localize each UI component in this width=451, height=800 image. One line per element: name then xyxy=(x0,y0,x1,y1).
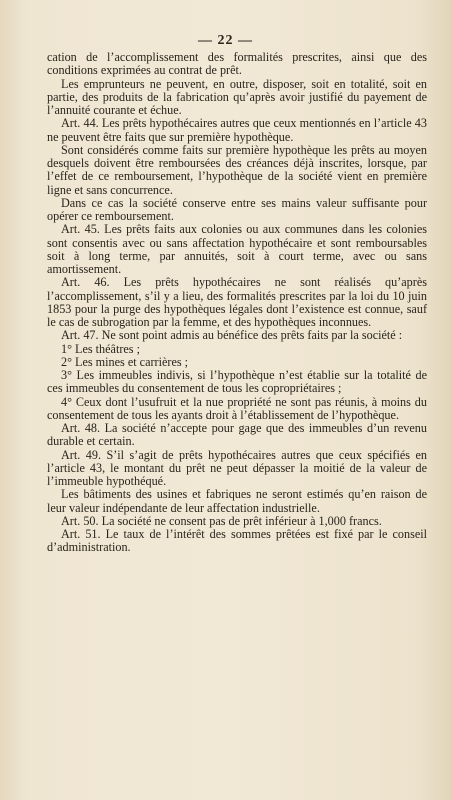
article-46: Art. 46. Les prêts hypothécaires ne sont réalisés qu’après l’accomplissement, s’il y a lieu, des formalités prescrites par la loi du 10 juin 1853 pour la purge des hypothèques légales dont l’existence est connue, sauf le cas de subrogation par la femme, et des hypothèques inconnues. xyxy=(47,275,427,329)
article-50: Art. 50. La société ne consent pas de prêt inférieur à 1,000 francs. xyxy=(61,513,382,528)
paragraph: Les bâtiments des usines et fabriques ne seront estimés qu’en raison de leur valeur indépendante de leur affectation industrielle. xyxy=(47,487,427,515)
paragraph: cation de l’accomplissement des formalités prescrites, ainsi que des conditions exprimées au contrat de prêt. xyxy=(47,50,427,78)
article-51: Art. 51. Le taux de l’intérêt des sommes prêtées est fixé par le conseil d’administration. xyxy=(47,527,427,555)
list-item: 2° Les mines et carrières ; xyxy=(61,354,189,369)
body-text xyxy=(47,51,427,555)
paragraph: Dans ce cas la société conserve entre ses mains valeur suffisante pour opérer ce remboursement. xyxy=(47,195,427,223)
article-44: Art. 44. Les prêts hypothécaires autres que ceux mentionnés en l’article 43 ne peuvent être faits que sur première hypothèque. xyxy=(47,116,427,144)
list-item: 3° Les immeubles indivis, si l’hypothèque n’est établie sur la totalité de ces immeubles du consentement de tous les copropriétaires ; xyxy=(47,368,427,396)
article-47: Art. 47. Ne sont point admis au bénéfice des prêts faits par la société : xyxy=(61,328,403,343)
list-item: 4° Ceux dont l’usufruit et la nue propriété ne sont pas réunis, à moins du consentement de tous les ayants droit à l’établissement de l’hypothèque. xyxy=(47,394,427,422)
paragraph: Sont considérés comme faits sur première hypothèque les prêts au moyen desquels doivent être remboursées des créances déjà inscrites, lorsque, par l’effet de ce remboursement, l’hypothèque de la société vient en première ligne et sans concurrence. xyxy=(47,142,427,197)
article-45: Art. 45. Les prêts faits aux colonies ou aux communes dans les colonies sont consentis avec ou sans affectation hypothécaire et sont remboursables soit à long terme, par annuités, soit à court terme, avec ou sans amortissement. xyxy=(47,222,427,276)
list-item: 1° Les théâtres ; xyxy=(61,341,140,356)
article-48: Art. 48. La société n’accepte pour gage que des immeubles d’un revenu durable et certain. xyxy=(47,421,427,449)
page-number: — 22 — xyxy=(198,33,253,48)
paragraph: Les emprunteurs ne peuvent, en outre, disposer, soit en totalité, soit en partie, des produits de la fabrication qu’après avoir justifié du payement de l’annuité courante et échue. xyxy=(47,76,427,117)
article-49: Art. 49. S’il s’agit de prêts hypothécaires autres que ceux spécifiés en l’article 43, le montant du prêt ne peut dépasser la moitié de la valeur de l’immeuble hypothéqué. xyxy=(47,447,427,488)
